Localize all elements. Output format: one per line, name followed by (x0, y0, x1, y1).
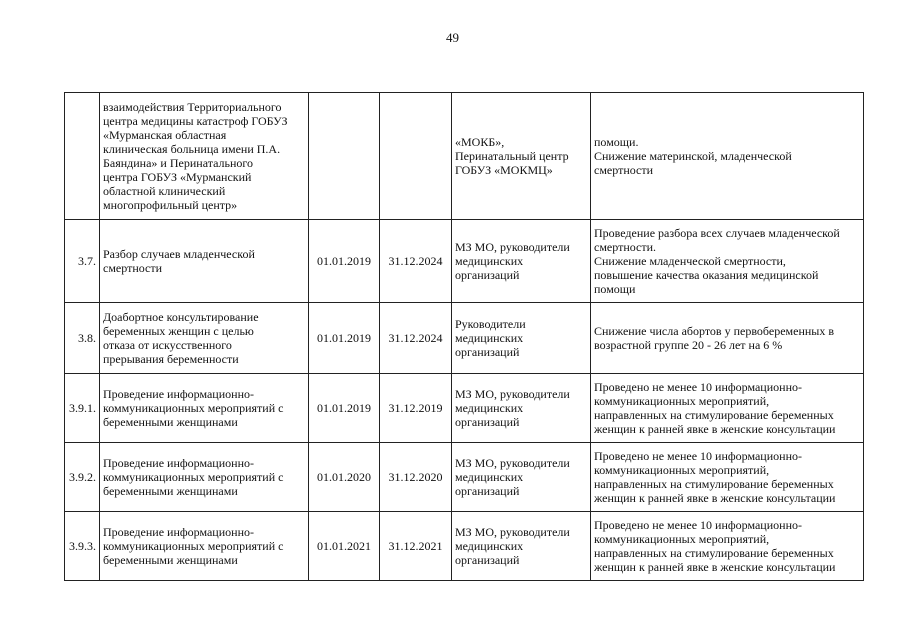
activity-cell (100, 443, 309, 512)
result-cell (591, 303, 864, 374)
responsible-line: медицинских (455, 401, 524, 415)
result-line: направленных на стимулирование беременных (594, 546, 834, 560)
responsible-line: организаций (455, 268, 520, 282)
activity-line: беременными женщинами (103, 484, 238, 498)
activity-line: коммуникационных мероприятий с (103, 470, 284, 484)
row-number-cell: 3.8. (65, 303, 100, 374)
activity-line: «Мурманская областная (103, 128, 227, 142)
plan-table-body (65, 93, 864, 581)
plan-table (64, 92, 864, 581)
responsible-line: Перинатальный центр (455, 149, 569, 163)
row-number-cell: 3.9.1. (65, 374, 100, 443)
end-date-cell: 31.12.2020 (380, 443, 452, 512)
start-date-cell: 01.01.2021 (309, 512, 380, 581)
start-date-cell: 01.01.2019 (309, 220, 380, 303)
activity-cell (100, 512, 309, 581)
activity-line: взаимодействия Территориального (103, 100, 282, 114)
result-line: Проведено не менее 10 информационно- (594, 518, 802, 532)
table-row (65, 220, 864, 303)
table-row (65, 303, 864, 374)
result-line: Снижение материнской, младенческой (594, 149, 792, 163)
responsible-line: МЗ МО, руководители (455, 387, 570, 401)
responsible-cell (452, 93, 591, 220)
activity-cell (100, 93, 309, 220)
result-line: коммуникационных мероприятий, (594, 394, 770, 408)
table-row (65, 512, 864, 581)
result-line: смертности. (594, 240, 657, 254)
result-cell (591, 512, 864, 581)
result-cell (591, 374, 864, 443)
activity-line: коммуникационных мероприятий с (103, 401, 284, 415)
result-cell (591, 93, 864, 220)
responsible-line: «МОКБ», (455, 135, 505, 149)
activity-line: беременными женщинами (103, 553, 238, 567)
table-row (65, 93, 864, 220)
start-date-cell: 01.01.2019 (309, 374, 380, 443)
start-date-cell: 01.01.2019 (309, 303, 380, 374)
end-date-cell: 31.12.2024 (380, 220, 452, 303)
responsible-line: Руководители (455, 317, 526, 331)
activity-cell (100, 374, 309, 443)
activity-line: Разбор случаев младенческой (103, 247, 255, 261)
responsible-cell (452, 512, 591, 581)
responsible-line: МЗ МО, руководители (455, 240, 570, 254)
activity-line: коммуникационных мероприятий с (103, 539, 284, 553)
responsible-line: МЗ МО, руководители (455, 456, 570, 470)
responsible-cell (452, 443, 591, 512)
row-number-cell (65, 93, 100, 220)
responsible-line: МЗ МО, руководители (455, 525, 570, 539)
end-date-cell (380, 93, 452, 220)
activity-line: центра ГОБУЗ «Мурманский (103, 170, 252, 184)
activity-cell (100, 220, 309, 303)
row-number-cell: 3.7. (65, 220, 100, 303)
responsible-cell (452, 220, 591, 303)
activity-line: Баяндина» и Перинатального (103, 156, 254, 170)
result-cell (591, 220, 864, 303)
result-line: коммуникационных мероприятий, (594, 532, 770, 546)
activity-line: беременных женщин с целью (103, 324, 254, 338)
activity-line: отказа от искусственного (103, 338, 232, 352)
end-date-cell: 31.12.2024 (380, 303, 452, 374)
result-line: женщин к ранней явке в женские консультации (594, 491, 836, 505)
responsible-line: медицинских (455, 254, 524, 268)
result-line: Проведено не менее 10 информационно- (594, 449, 802, 463)
responsible-line: медицинских (455, 539, 524, 553)
result-line: повышение качества оказания медицинской (594, 268, 819, 282)
responsible-line: организаций (455, 345, 520, 359)
end-date-cell: 31.12.2021 (380, 512, 452, 581)
responsible-line: медицинских (455, 470, 524, 484)
responsible-line: организаций (455, 553, 520, 567)
activity-line: клиническая больница имени П.А. (103, 142, 281, 156)
activity-line: областной клинический (103, 184, 226, 198)
activity-line: смертности (103, 261, 163, 275)
result-line: помощи (594, 282, 636, 296)
result-line: Снижение числа абортов у первобеременных в (594, 324, 835, 338)
result-cell (591, 443, 864, 512)
end-date-cell: 31.12.2019 (380, 374, 452, 443)
result-line: женщин к ранней явке в женские консультации (594, 422, 836, 436)
result-line: Проведение разбора всех случаев младенческой (594, 226, 840, 240)
result-line: Проведено не менее 10 информационно- (594, 380, 802, 394)
result-line: смертности (594, 163, 654, 177)
responsible-line: ГОБУЗ «МОКМЦ» (455, 163, 553, 177)
table-row (65, 443, 864, 512)
page-number: 49 (446, 30, 459, 45)
activity-line: многопрофильный центр» (103, 198, 238, 212)
activity-line: Проведение информационно- (103, 387, 254, 401)
result-line: помощи. (594, 135, 639, 149)
activity-cell (100, 303, 309, 374)
row-number-cell: 3.9.2. (65, 443, 100, 512)
table-row (65, 374, 864, 443)
responsible-cell (452, 374, 591, 443)
responsible-line: медицинских (455, 331, 524, 345)
result-line: направленных на стимулирование беременных (594, 408, 834, 422)
activity-line: Проведение информационно- (103, 525, 254, 539)
activity-line: прерывания беременности (103, 352, 239, 366)
activity-line: Проведение информационно- (103, 456, 254, 470)
activity-line: беременными женщинами (103, 415, 238, 429)
result-line: Снижение младенческой смертности, (594, 254, 786, 268)
responsible-line: организаций (455, 484, 520, 498)
result-line: женщин к ранней явке в женские консультации (594, 560, 836, 574)
responsible-cell (452, 303, 591, 374)
start-date-cell: 01.01.2020 (309, 443, 380, 512)
row-number-cell: 3.9.3. (65, 512, 100, 581)
start-date-cell (309, 93, 380, 220)
result-line: коммуникационных мероприятий, (594, 463, 770, 477)
result-line: возрастной группе 20 - 26 лет на 6 % (594, 338, 783, 352)
responsible-line: организаций (455, 415, 520, 429)
activity-line: центра медицины катастроф ГОБУЗ (103, 114, 288, 128)
activity-line: Доабортное консультирование (103, 310, 259, 324)
result-line: направленных на стимулирование беременных (594, 477, 834, 491)
